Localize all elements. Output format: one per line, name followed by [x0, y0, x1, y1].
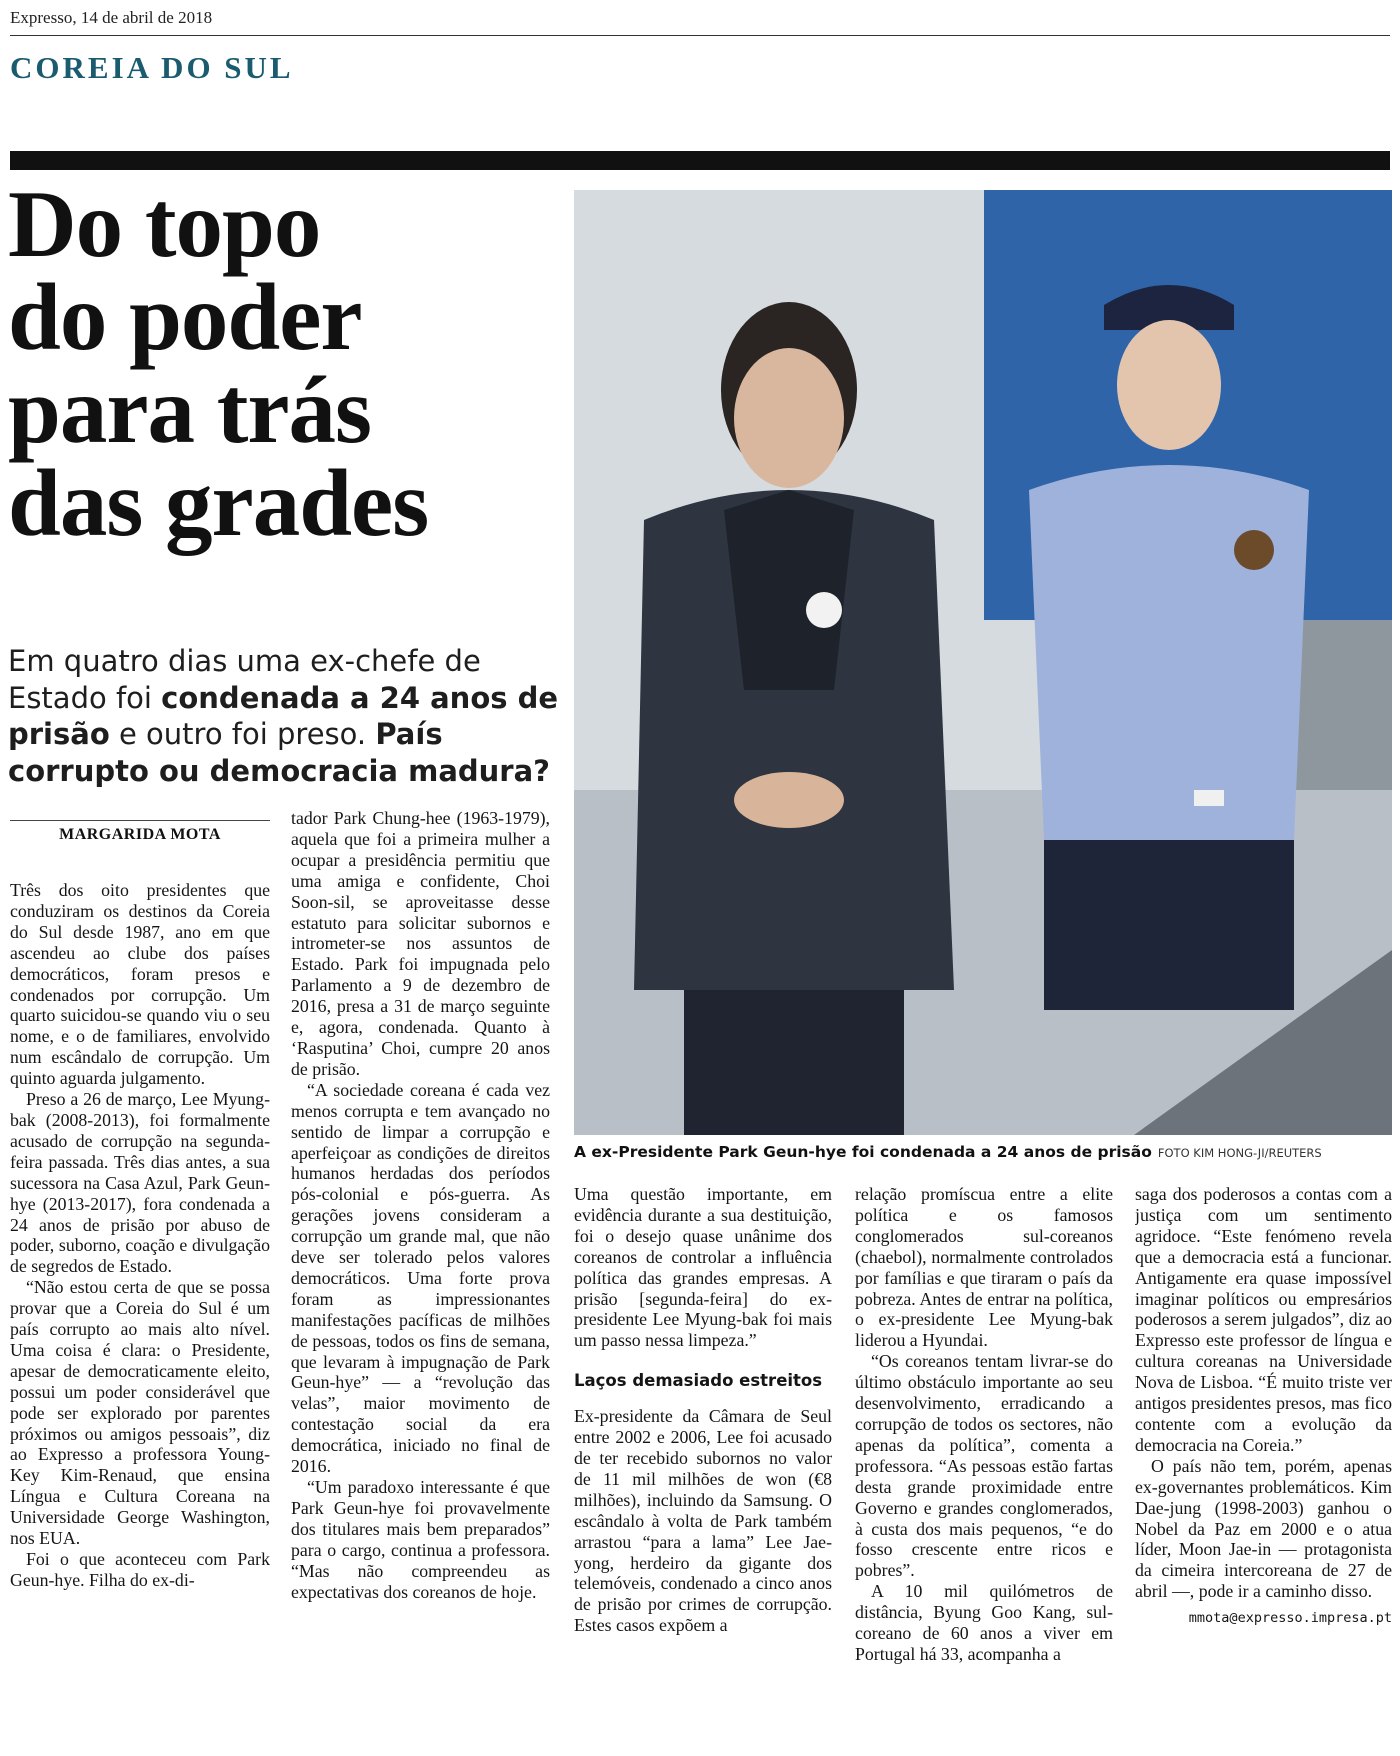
- section-title: COREIA DO SUL: [10, 50, 294, 85]
- paragraph: Três dos oito presidentes que conduziram os destinos da Coreia do Sul desde 1987, ano em que ascendeu ao clube dos países democráticos, foram presos e condenados por corrupção. Um quarto suicidou-se quando viu o seu nome, e o de familiares, envolvido num escândalo de corrupção. Um quinto aguarda julgamento.: [10, 880, 270, 1089]
- byline-rule: [10, 820, 270, 821]
- paragraph: “Um paradoxo interessante é que Park Geun-hye foi provavelmente dos titulares mais bem preparados” para o cargo, continua a professora. “Mas não compreendeu as expectativas dos coreanos de hoje.: [291, 1477, 550, 1602]
- section-divider-bar: [10, 151, 1390, 170]
- photo-caption: [574, 1143, 1392, 1161]
- headline-line: das grades: [8, 450, 429, 556]
- dateline: Expresso, 14 de abril de 2018: [10, 8, 213, 27]
- news-photo: [574, 190, 1392, 1135]
- standfirst-text: e outro foi preso.: [109, 717, 376, 751]
- paragraph: “Os coreanos tentam livrar-se do último obstáculo importante ao seu desenvolvimento, erradicando a corrupção de todos os sectores, não apenas da política”, comenta a professora. “As pessoas estão fartas desta grande proximidade entre Governo e grandes conglomerados, à custa dos mais pequenos, “e do fosso crescente entre ricos e pobres”.: [855, 1351, 1113, 1581]
- headline-line: para trás: [8, 357, 372, 463]
- paragraph: Ex-presidente da Câmara de Seul entre 2002 e 2006, Lee foi acusado de ter recebido subornos no valor de 11 mil milhões de won (€8 milhões), incluindo da Samsung. O escândalo à volta de Park também arrastou “para a lama” Lee Jae-yong, herdeiro da gigante dos telemóveis, condenado a cinco anos de prisão por crimes de corrupção. Estes casos expõem a: [574, 1406, 832, 1636]
- paragraph: O país não tem, porém, apenas ex-governantes problemáticos. Kim Dae-jung (1998-2003) ganhou o Nobel da Paz em 2000 e o atua líder, Moon Jae-in — protagonista da cimeira intercoreana de 27 de abril —, pode ir a caminho disso.: [1135, 1455, 1392, 1602]
- paragraph: relação promíscua entre a elite política e os famosos conglomerados sul-coreanos (chaebol), normalmente controlados por famílias e que tiraram o país da pobreza. Antes de entrar na política, o ex-presidente Lee Myung-bak liderou a Hyundai.: [855, 1184, 1113, 1351]
- paragraph: A 10 mil quilómetros de distância, Byung Goo Kang, sul-coreano de 60 anos a viver em Portugal há 33, acompanha a: [855, 1581, 1113, 1664]
- standfirst: [8, 643, 568, 789]
- paragraph: “Não estou certa de que se possa provar que a Coreia do Sul é um país corrupto ao mais alto nível. Uma coisa é clara: o Presidente, apesar de democraticamente eleito, possui um poder considerável que pode ser explorado por parentes próximos ou amigos pessoais”, diz ao Expresso a professora Young-Key Kim-Renaud, que ensina Língua e Cultura Coreana na Universidade George Washington, nos EUA.: [10, 1277, 270, 1549]
- byline: MARGARIDA MOTA: [59, 826, 221, 843]
- standfirst-bold: condenada a 24 anos de prisão: [8, 680, 559, 751]
- subheading: Laços demasiado estreitos: [574, 1371, 823, 1391]
- top-rule: [10, 35, 1390, 36]
- article-column-3: [574, 1184, 832, 1750]
- paragraph: Foi o que aconteceu com Park Geun-hye. Filha do ex-di-: [10, 1549, 270, 1590]
- paragraph: “A sociedade coreana é cada vez menos corrupta e tem avançado no sentido de limpar a corrupção e aperfeiçoar as condições de direitos humanos herdadas dos períodos pós-colonial e pós-guerra. As gerações jovens consideram a corrupção um grande mal, que não deve ser tolerado pelos valores democráticos. Uma forte prova foram as impressionantes manifestações pacíficas de milhões de pessoas, todos os fins de semana, que levaram à impugnação de Park Geun-hye” — a “revolução das velas”, maior movimento de contestação social da era democrática, iniciado no final de 2016.: [291, 1079, 550, 1477]
- headline-line: do poder: [8, 264, 362, 370]
- caption-text: A ex-Presidente Park Geun-hye foi condenada a 24 anos de prisão: [574, 1143, 1152, 1161]
- paragraph: Uma questão importante, em evidência durante a sua destituição, foi o desejo quase unânime dos coreanos de controlar a influência política das grandes empresas. A prisão [segunda-feira] do ex-presidente Lee Myung-bak foi mais um passo nessa limpeza.”: [574, 1184, 832, 1351]
- headline-line: Do topo: [8, 171, 321, 277]
- article-column-1: [10, 880, 270, 1750]
- headline: [8, 171, 568, 556]
- article-column-5: [1135, 1184, 1392, 1750]
- standfirst-bold: País corrupto ou democracia madura?: [8, 717, 550, 788]
- article-column-2: [291, 808, 550, 1750]
- paragraph: Preso a 26 de março, Lee Myung-bak (2008-2013), foi formalmente acusado de corrupção na segunda-feira passada. Três dias antes, a sua sucessora na Casa Azul, Park Geun-hye (2013-2017), fora condenada a 24 anos de prisão por abuso de poder, suborno, coação e divulgação de segredos de Estado.: [10, 1089, 270, 1277]
- paragraph: saga dos poderosos a contas com a justiça com um sentimento agridoce. “Este fenómeno revela que a democracia está a funcionar. Antigamente era quase impossível imaginar políticos ou empresários poderosos a serem julgados”, diz ao Expresso este professor de língua e cultura coreanas na Universidade Nova de Lisboa. “É muito triste ver antigos presidentes presos, mas fico contente com a evolução da democracia na Coreia.”: [1135, 1184, 1392, 1455]
- author-email: mmota@expresso.impresa.pt: [1188, 1610, 1392, 1627]
- photo-credit: FOTO KIM HONG-JI/REUTERS: [1157, 1146, 1322, 1160]
- standfirst-text: Em quatro dias uma ex-chefe de Estado foi: [8, 644, 481, 715]
- paragraph: tador Park Chung-hee (1963-1979), aquela que foi a primeira mulher a ocupar a presidência permitiu que uma amiga e confidente, Choi Soon-sil, se aproveitasse desse estatuto para solicitar subornos e intrometer-se nos assuntos de Estado. Park foi impugnada pelo Parlamento a 9 de dezembro de 2016, presa a 31 de março seguinte e, agora, condenada. Quanto à ‘Rasputina’ Choi, cumpre 20 anos de prisão.: [291, 808, 550, 1079]
- article-column-4: [855, 1184, 1113, 1750]
